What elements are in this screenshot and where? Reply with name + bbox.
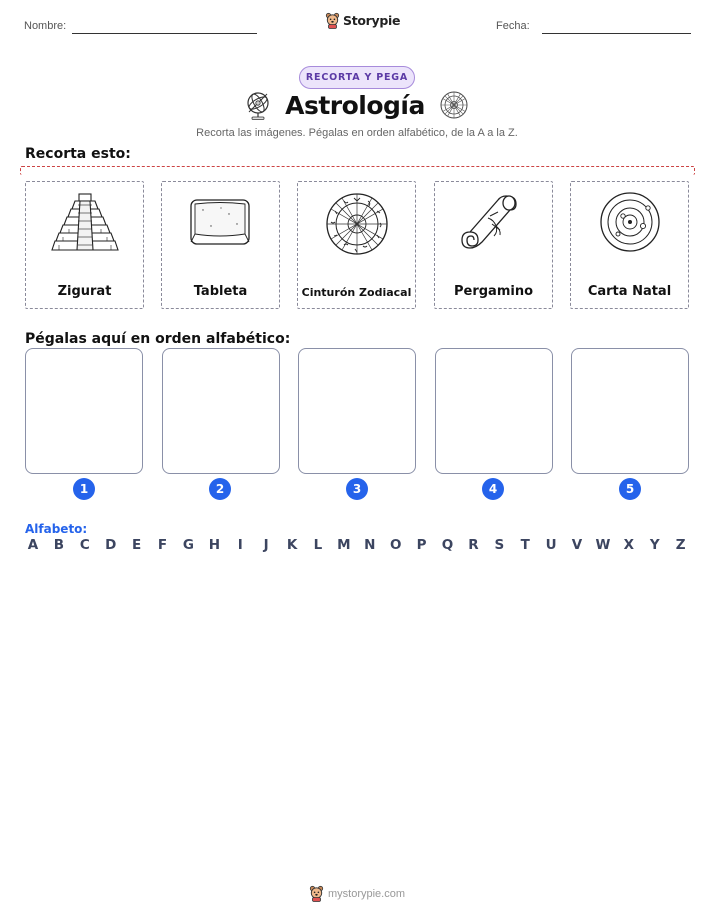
alphabet-letter: G bbox=[182, 537, 194, 553]
cut-label-pergamino: Pergamino bbox=[453, 284, 534, 299]
cut-card-tableta[interactable] bbox=[161, 181, 280, 309]
slot-number-3: 3 bbox=[346, 478, 368, 500]
zodiac-wheel-icon bbox=[317, 190, 397, 260]
instructions: Recorta las imágenes. Pégalas en orden alfabético, de la A a la Z. bbox=[196, 127, 518, 139]
paste-box-5[interactable] bbox=[571, 348, 689, 474]
footer bbox=[0, 885, 714, 902]
alphabet-letter: P bbox=[416, 537, 427, 553]
alphabet-heading: Alfabeto: bbox=[25, 522, 88, 536]
brand-name: Storypie bbox=[343, 13, 401, 28]
cut-card-pergamino[interactable] bbox=[434, 181, 553, 309]
alphabet-letter: A bbox=[27, 537, 39, 553]
date-line[interactable] bbox=[542, 33, 691, 34]
alphabet-letter: R bbox=[468, 537, 479, 553]
alphabet-letter: U bbox=[545, 537, 557, 553]
alphabet-letter: F bbox=[157, 537, 168, 553]
cut-card-zigurat[interactable] bbox=[25, 181, 144, 309]
tablet-icon bbox=[181, 190, 261, 256]
title-row bbox=[0, 90, 714, 120]
zodiac-wheel-small-icon bbox=[439, 90, 469, 120]
alphabet-letter: N bbox=[364, 537, 376, 553]
brand-logo bbox=[325, 12, 400, 29]
alphabet-letter: O bbox=[389, 537, 402, 553]
alphabet-letter: H bbox=[208, 537, 220, 553]
scroll-icon bbox=[454, 190, 534, 260]
cut-line bbox=[20, 166, 695, 175]
bear-mascot-icon bbox=[325, 12, 340, 29]
paste-box-3[interactable] bbox=[298, 348, 416, 474]
alphabet-row bbox=[25, 537, 689, 553]
footer-url: mystorypie.com bbox=[327, 887, 406, 900]
slot-number-4: 4 bbox=[482, 478, 504, 500]
alphabet-letter: W bbox=[595, 537, 611, 553]
alphabet-letter: E bbox=[132, 537, 142, 553]
alphabet-letter: T bbox=[520, 537, 530, 553]
cut-card-cinturon-zodiacal[interactable] bbox=[297, 181, 416, 309]
alphabet-letter: Y bbox=[649, 537, 660, 553]
alphabet-letter: K bbox=[286, 537, 298, 553]
alphabet-letter: J bbox=[263, 537, 269, 553]
bear-mascot-icon bbox=[309, 885, 324, 902]
paste-box-2[interactable] bbox=[162, 348, 280, 474]
slot-number-5: 5 bbox=[619, 478, 641, 500]
slot-number-1: 1 bbox=[73, 478, 95, 500]
alphabet-letter: I bbox=[237, 537, 243, 553]
paste-box-1[interactable] bbox=[25, 348, 143, 474]
alphabet-letter: D bbox=[105, 537, 117, 553]
activity-badge: RECORTA Y PEGA bbox=[299, 66, 415, 89]
cut-label-carta-natal: Carta Natal bbox=[587, 284, 672, 299]
cut-heading: Recorta esto: bbox=[25, 146, 131, 162]
alphabet-letter: S bbox=[494, 537, 505, 553]
alphabet-letter: C bbox=[79, 537, 90, 553]
page-title: Astrología bbox=[285, 90, 425, 120]
birth-chart-icon bbox=[590, 190, 670, 260]
armillary-sphere-icon bbox=[245, 90, 271, 120]
cut-label-tableta: Tableta bbox=[193, 284, 248, 299]
paste-box-4[interactable] bbox=[435, 348, 553, 474]
name-label: Nombre: bbox=[24, 20, 67, 32]
alphabet-letter: Z bbox=[675, 537, 686, 553]
ziggurat-icon bbox=[45, 190, 125, 256]
cut-card-carta-natal[interactable] bbox=[570, 181, 689, 309]
paste-heading: Pégalas aquí en orden alfabético: bbox=[25, 331, 291, 347]
alphabet-letter: Q bbox=[441, 537, 454, 553]
alphabet-letter: M bbox=[337, 537, 351, 553]
date-label: Fecha: bbox=[496, 20, 530, 32]
slot-number-2: 2 bbox=[209, 478, 231, 500]
name-line[interactable] bbox=[72, 33, 257, 34]
cut-label-zigurat: Zigurat bbox=[57, 284, 112, 299]
alphabet-letter: X bbox=[623, 537, 635, 553]
alphabet-letter: V bbox=[571, 537, 583, 553]
cut-label-cinturon-zodiacal: Cinturón Zodiacal bbox=[301, 286, 412, 299]
alphabet-letter: B bbox=[53, 537, 65, 553]
alphabet-letter: L bbox=[313, 537, 323, 553]
